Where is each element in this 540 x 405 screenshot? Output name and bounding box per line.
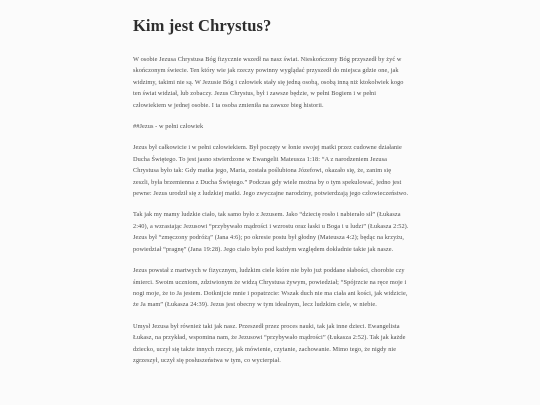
article <box>133 12 409 376</box>
paragraph-resurrection: Jezus powstał z martwych w fizycznym, ludzkim ciele które nie było już poddane słabości, chorobie czy śmierci. Swoim uczniom, zdziwionym że widzą Chrystusa żywym, powiedział; “Spójrzcie na ręce moje i nogi moje, że to Ja jestem. Dotknijcie mnie i popatrzcie: Wszak duch nie ma ciała ani kości, jak widzicie, że Ja mam” (Łukasza 24:39). Jezus jest obecny w tym idealnym, lecz ludzkim ciele, w niebie. <box>133 267 408 309</box>
paragraph-birth: Jezus był całkowicie i w pełni człowiekiem. Był poczęty w łonie swojej matki przez cudowne działanie Ducha Świętego. To jest jasno stwierdzone w Ewangelii Mateusza 1:18: “A z narodzeniem Jezusa Chrystusa było tak: Gdy matka jego, Maria, została poślubiona Józefowi, okazało się, że, zanim się zeszli, była brzemienna z Ducha Świętego.” Podczas gdy wiele można by o tym spekulować, jedno jest pewne: Jezus urodził się z ludzkiej matki. Jego zwyczajne narodziny, potwierdzają jego człowieczeństwo. <box>133 144 409 198</box>
paragraph-body: Tak jak my mamy ludzkie ciało, tak samo było z Jezusem. Jako “dziecię rosło i nabierało sił” (Łukasza 2:40), a wzrastając Jezusowi “przybywało mądrości i wzrostu oraz łaski u Boga i u ludzi” (Łukasza 2:52). Jezus był “zmęczony podróżą” (Jana 4:6); po okresie postu był głodny (Mateusza 4:2); będąc na krzyżu, powiedział “pragnę” (Jana 19:28). Jego ciało było pod każdym względem dokładnie takie jak nasze. <box>133 211 409 253</box>
section-heading: ##Jezus - w pełni człowiek <box>133 123 204 131</box>
paragraph-mind: Umysł Jezusa był również taki jak nasz. Przeszedł przez proces nauki, tak jak inne dzieci. Ewangelista Łukasz, na przykład, wspomina nam, że Jezusowi “przybywało mądrości” (Łukasza 2:52). Tak jak każde dziecko, uczył się także innych rzeczy, jak mówienie, czytanie, zachowanie. Mimo tego, że nigdy nie zgrzeszył, uczył się posłuszeństwa w tym, co wycierpiał. <box>133 322 406 364</box>
article-title: Kim jest Chrystus? <box>133 16 272 35</box>
paragraph-intro: W osobie Jezusa Chrystusa Bóg fizycznie wszedł na nasz świat. Nieskończony Bóg przyszedł by żyć w skończonym świecie. Ten który wie jak rzeczy powinny wyglądać przyszedł do miejsca gdzie one, jak widzimy, takimi nie są. W Jezusie Bóg i człowiek stały się jedną osobą, osobą inną niż ktokolwiek kogo ten świat widział, lub zobaczy. Jezus Chrystus, był i zawsze będzie, w pełni Bogiem i w pełni człowiekiem w jednej osobie. I ta osoba zmieniła na zawsze bieg historii. <box>133 56 404 109</box>
